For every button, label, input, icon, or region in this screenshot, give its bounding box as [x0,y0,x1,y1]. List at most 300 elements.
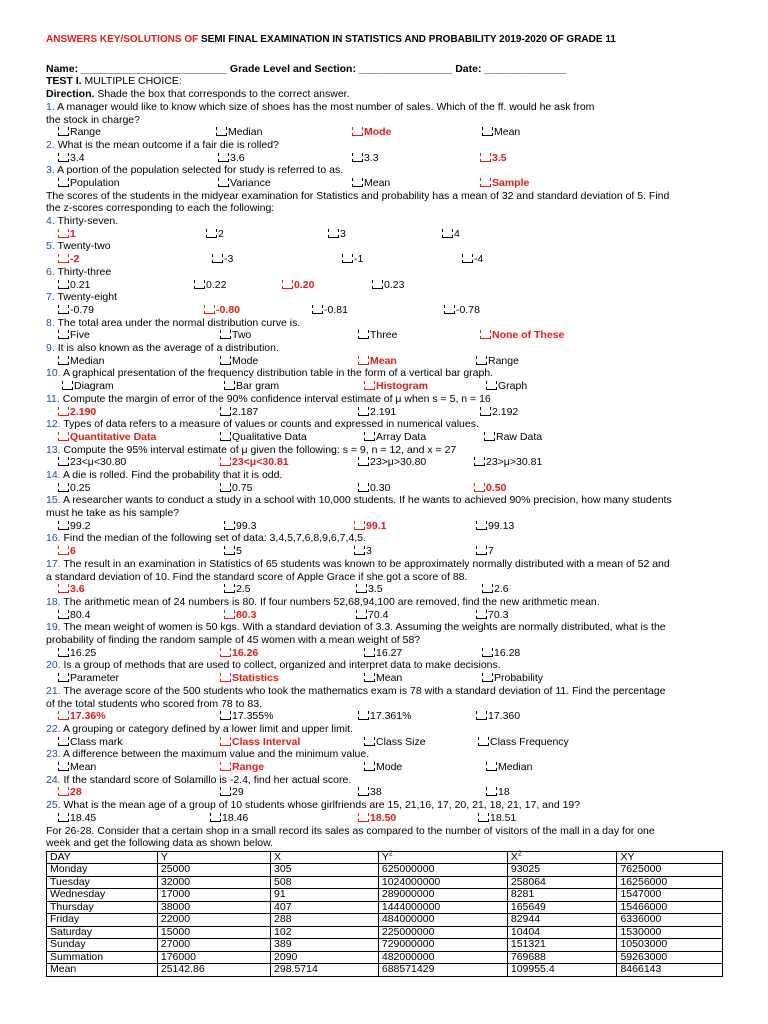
answer-checkbox-icon[interactable] [58,330,69,339]
answer-options [46,812,726,825]
option-label: Quantitative Data [70,430,157,443]
answer-option[interactable] [218,177,271,190]
exam-title [46,34,726,47]
answer-option[interactable] [372,279,404,292]
question-stem: It is also known as the average of a distribution. [57,342,279,355]
answer-checkbox-icon[interactable] [194,280,205,289]
answer-checkbox-icon[interactable] [486,787,497,796]
answer-checkbox-icon[interactable] [58,737,69,746]
table-cell: 151321 [507,939,617,952]
correct-answer-option[interactable] [58,710,106,723]
answer-option[interactable] [482,583,509,596]
answer-checkbox-icon[interactable] [364,673,375,682]
answer-option[interactable] [476,355,519,368]
answer-option[interactable] [476,609,508,622]
correct-answer-option[interactable] [354,520,386,533]
answer-option[interactable] [480,406,518,419]
answer-option[interactable] [194,279,226,292]
answer-checkbox-icon[interactable] [354,521,365,530]
answer-checkbox-icon[interactable] [312,305,323,314]
correct-answer-option[interactable] [358,355,397,368]
answer-checkbox-icon[interactable] [58,407,69,416]
answer-option[interactable] [58,152,85,165]
answer-option[interactable] [224,583,251,596]
answer-checkbox-icon[interactable] [220,711,231,720]
answer-options [46,710,726,723]
answer-checkbox-icon[interactable] [58,229,69,238]
table-cell: 176000 [157,951,270,964]
answer-checkbox-icon[interactable] [476,711,487,720]
option-label: 70.3 [488,608,509,621]
answer-option[interactable] [358,456,426,469]
option-label: Probability [494,672,544,685]
answer-checkbox-icon[interactable] [216,127,227,136]
answer-options [46,380,726,393]
answer-checkbox-icon[interactable] [462,254,473,263]
option-label: Mean [494,126,521,139]
answer-checkbox-icon[interactable] [58,178,69,187]
answer-options [46,279,726,292]
answer-option[interactable] [476,545,494,558]
answer-checkbox-icon[interactable] [352,127,363,136]
option-label: 18.45 [70,811,97,824]
answer-checkbox-icon[interactable] [476,610,487,619]
answer-checkbox-icon[interactable] [476,521,487,530]
answer-checkbox-icon[interactable] [220,356,231,365]
answer-checkbox-icon[interactable] [358,330,369,339]
table-cell: Summation [47,951,158,964]
answer-option[interactable] [210,812,248,825]
answer-option[interactable] [444,304,480,317]
question-number: 23. [46,748,63,761]
answer-option[interactable] [224,380,279,393]
answer-option[interactable] [352,177,390,190]
answer-checkbox-icon[interactable] [220,648,231,657]
answer-checkbox-icon[interactable] [58,457,69,466]
answer-option[interactable] [58,304,94,317]
answer-option[interactable] [478,812,516,825]
correct-answer-option[interactable] [224,609,256,622]
answer-option[interactable] [364,672,402,685]
answer-checkbox-icon[interactable] [364,648,375,657]
answer-option[interactable] [364,761,402,774]
direction [46,88,726,101]
answer-option[interactable] [474,456,542,469]
answer-options [46,355,726,368]
table-header-cell: X [271,851,379,864]
answer-options [46,456,726,469]
question-text [46,558,726,571]
answer-checkbox-icon[interactable] [58,673,69,682]
correct-answer-option[interactable] [282,279,314,292]
answer-checkbox-icon[interactable] [224,610,235,619]
answer-checkbox-icon[interactable] [480,330,491,339]
answer-checkbox-icon[interactable] [358,711,369,720]
answer-option[interactable] [364,736,426,749]
answer-checkbox-icon[interactable] [58,127,69,136]
question-number: 10. [46,367,63,380]
correct-answer-option[interactable] [58,228,76,241]
correct-answer-option[interactable] [220,456,289,469]
answer-checkbox-icon[interactable] [220,762,231,771]
option-label: 0.30 [370,481,391,494]
answer-checkbox-icon[interactable] [442,229,453,238]
test-heading [46,75,726,88]
answer-option[interactable] [484,431,542,444]
table-header-cell: XY [617,851,723,864]
answer-checkbox-icon[interactable] [478,737,489,746]
answer-checkbox-icon[interactable] [220,787,231,796]
answer-option[interactable] [220,431,307,444]
answer-checkbox-icon[interactable] [58,610,69,619]
answer-checkbox-icon[interactable] [220,330,231,339]
table-header-cell: Y [157,851,270,864]
answer-checkbox-icon[interactable] [356,584,367,593]
option-label: 99.13 [488,519,515,532]
option-label: 16.27 [376,646,403,659]
question-stem: The mean weight of women is 50 kgs. With a standard deviation of 3.3. Assuming the weights are normally distributed, what is the [63,621,666,634]
answer-checkbox-icon[interactable] [474,457,485,466]
answer-checkbox-icon[interactable] [210,813,221,822]
answer-option[interactable] [328,228,346,241]
answer-checkbox-icon[interactable] [204,305,215,314]
answer-checkbox-icon[interactable] [480,407,491,416]
correct-answer-option[interactable] [364,380,428,393]
test-title: MULTIPLE CHOICE: [84,75,182,88]
answer-option[interactable] [58,177,120,190]
answer-checkbox-icon[interactable] [58,711,69,720]
answer-option[interactable] [478,736,569,749]
question-text [46,367,726,380]
answer-option[interactable] [58,482,90,495]
answer-checkbox-icon[interactable] [358,457,369,466]
answer-option[interactable] [220,786,244,799]
answer-checkbox-icon[interactable] [206,229,217,238]
answer-checkbox-icon[interactable] [444,305,455,314]
table-cell: 32000 [157,876,270,889]
question-text [46,723,726,736]
option-label: Range [70,126,101,139]
table-cell: 82944 [507,914,617,927]
answer-checkbox-icon[interactable] [58,584,69,593]
answer-checkbox-icon[interactable] [220,432,231,441]
option-label: 0.22 [206,278,227,291]
answer-options [46,253,726,266]
correct-answer-option[interactable] [220,736,300,749]
option-label: Diagram [74,380,114,393]
question-number: 5. [46,240,58,253]
answer-option[interactable] [218,152,245,165]
answer-option[interactable] [216,126,262,139]
question-text [46,215,726,228]
answer-checkbox-icon[interactable] [212,254,223,263]
answer-option[interactable] [58,355,104,368]
option-label: 99.1 [366,519,387,532]
answer-option[interactable] [58,672,119,685]
answer-checkbox-icon[interactable] [482,127,493,136]
answer-checkbox-icon[interactable] [358,787,369,796]
option-label: Bar gram [236,380,280,393]
answer-checkbox-icon[interactable] [482,648,493,657]
table-header-cell: $Y^2$ [378,851,507,864]
answer-option[interactable] [58,329,90,342]
answer-checkbox-icon[interactable] [480,153,491,162]
correct-answer-option[interactable] [480,152,507,165]
answer-checkbox-icon[interactable] [358,407,369,416]
table-cell: 258064 [507,876,617,889]
option-label: 0.21 [70,278,91,291]
answer-option[interactable] [486,380,527,393]
option-label: 2.5 [236,583,251,596]
correct-answer-option[interactable] [58,431,156,444]
answer-checkbox-icon[interactable] [58,787,69,796]
answer-checkbox-icon[interactable] [482,584,493,593]
correct-answer-option[interactable] [480,329,564,342]
answer-checkbox-icon[interactable] [220,737,231,746]
answer-option[interactable] [442,228,460,241]
question-text [46,164,726,177]
option-label: 17.361% [370,710,412,723]
option-label: None of These [492,329,565,342]
answer-checkbox-icon[interactable] [358,813,369,822]
answer-checkbox-icon[interactable] [486,762,497,771]
option-label: Variance [230,177,271,189]
question-number: 8. [46,316,58,329]
answer-checkbox-icon[interactable] [358,356,369,365]
answer-checkbox-icon[interactable] [220,457,231,466]
answer-checkbox-icon[interactable] [328,229,339,238]
answer-checkbox-icon[interactable] [482,673,493,682]
answer-checkbox-icon[interactable] [354,546,365,555]
answer-option[interactable] [356,609,388,622]
question-text [46,825,726,838]
question-text [46,532,726,545]
question-stem: Compute the 95% interval estimate of μ given the following: s = 9, n = 12, and x = 27 [63,443,457,456]
question-number: 7. [46,291,58,304]
answer-checkbox-icon[interactable] [372,280,383,289]
table-cell: 1547000 [617,889,723,902]
option-label: 29 [232,786,244,799]
option-label: Median [498,761,533,774]
answer-checkbox-icon[interactable] [476,356,487,365]
answer-option[interactable] [220,710,273,723]
answer-checkbox-icon[interactable] [364,381,375,390]
option-label: Array Data [376,430,427,443]
table-row [47,864,723,877]
question-stem: The result in an examination in Statistics of 65 students was known to be approximately normally distributed with a mean of 52 and [63,557,670,570]
question-text [46,596,726,609]
answer-option[interactable] [220,329,251,342]
answer-checkbox-icon[interactable] [474,483,485,492]
answer-option[interactable] [58,520,90,533]
answer-checkbox-icon[interactable] [58,280,69,289]
option-label: 23>μ>30.81 [486,456,543,469]
answer-option[interactable] [206,228,224,241]
answer-checkbox-icon[interactable] [58,762,69,771]
option-label: Median [70,354,105,367]
table-cell: Saturday [47,926,158,939]
table-header-cell: $X^2$ [507,851,617,864]
answer-checkbox-icon[interactable] [218,153,229,162]
question-stem: A graphical presentation of the frequency distribution table in the form of a vertical bar graph. [62,367,494,380]
answer-option[interactable] [482,126,520,139]
correct-answer-option[interactable] [58,545,76,558]
answer-checkbox-icon[interactable] [480,178,491,187]
question-text-continued: week and get the following data as shown below. [46,837,274,850]
question-stem: If the standard score of Solamillo is -2.4, find her actual score. [63,773,352,786]
question-stem: For 26-28. Consider that a certain shop in a small record its sales as compared to the number of visitors of the mall in a day for one [46,824,655,837]
answer-checkbox-icon[interactable] [486,381,497,390]
answer-option[interactable] [486,786,510,799]
answer-option[interactable] [58,736,123,749]
question-stem: A difference between the maximum value and the minimum value. [62,748,370,761]
option-label: -0.79 [70,303,94,316]
answer-checkbox-icon[interactable] [476,546,487,555]
question-stem: Types of data refers to a measure of values or counts and expressed in numerical values. [63,418,479,431]
option-label: 2.187 [232,405,259,418]
answer-option[interactable] [482,672,543,685]
answer-option[interactable] [476,520,514,533]
answer-checkbox-icon[interactable] [220,483,231,492]
answer-options [46,647,726,660]
answer-checkbox-icon[interactable] [58,648,69,657]
answer-checkbox-icon[interactable] [364,762,375,771]
answer-options [46,672,726,685]
answer-option[interactable] [220,406,258,419]
option-label: Histogram [376,380,428,393]
answer-option[interactable] [220,482,252,495]
correct-answer-option[interactable] [220,761,264,774]
question-text-continued: must he take as his sample? [46,507,180,520]
answer-option[interactable] [224,545,242,558]
table-cell: 1444000000 [378,901,507,914]
answer-checkbox-icon[interactable] [358,483,369,492]
answer-option[interactable] [358,482,390,495]
answer-checkbox-icon[interactable] [282,280,293,289]
answer-option[interactable] [364,647,402,660]
answer-checkbox-icon[interactable] [62,381,73,390]
answer-checkbox-icon[interactable] [58,483,69,492]
table-cell: 625000000 [378,864,507,877]
table-cell: 289000000 [378,889,507,902]
answer-option[interactable] [58,812,96,825]
answer-option[interactable] [224,520,256,533]
answer-checkbox-icon[interactable] [356,610,367,619]
answer-option[interactable] [358,786,382,799]
answer-option[interactable] [58,609,90,622]
answer-option[interactable] [58,279,90,292]
correct-answer-option[interactable] [58,406,96,419]
answer-option[interactable] [364,431,426,444]
answer-option[interactable] [356,583,383,596]
answer-option[interactable] [358,406,396,419]
correct-answer-option[interactable] [58,583,85,596]
answer-checkbox-icon[interactable] [220,673,231,682]
student-info-line: Name: _________________________ Grade Level and Section: ________________ Date: ______________ [46,62,567,75]
answer-option[interactable] [58,126,101,139]
correct-answer-option[interactable] [352,126,391,139]
answer-checkbox-icon[interactable] [58,153,69,162]
answer-checkbox-icon[interactable] [58,813,69,822]
table-cell: 27000 [157,939,270,952]
answer-option[interactable] [358,329,397,342]
answer-checkbox-icon[interactable] [58,305,69,314]
option-label: 2.191 [370,405,397,418]
answer-option[interactable] [312,304,348,317]
answer-option[interactable] [486,761,532,774]
answer-checkbox-icon[interactable] [58,356,69,365]
answer-option[interactable] [58,456,126,469]
answer-checkbox-icon[interactable] [342,254,353,263]
table-cell: 25000 [157,864,270,877]
correct-answer-option[interactable] [58,786,82,799]
answer-option[interactable] [58,761,96,774]
answer-checkbox-icon[interactable] [478,813,489,822]
answer-checkbox-icon[interactable] [224,381,235,390]
correct-answer-option[interactable] [220,672,279,685]
option-label: 2 [218,227,224,240]
answer-checkbox-icon[interactable] [224,584,235,593]
table-cell: Tuesday [47,876,158,889]
answer-option[interactable] [476,710,520,723]
table-cell: 288 [271,914,379,927]
answer-checkbox-icon[interactable] [364,432,375,441]
option-label: 17.36% [70,710,106,723]
correct-answer-option[interactable] [474,482,506,495]
table-cell: 15466000 [617,901,723,914]
question-number: 1. [46,100,58,113]
correct-answer-option[interactable] [480,177,529,190]
option-label: 70.4 [368,608,389,621]
option-label: Median [228,126,263,139]
correct-answer-option[interactable] [204,304,240,317]
answer-checkbox-icon[interactable] [364,737,375,746]
option-label: Statistics [232,672,279,685]
answer-checkbox-icon[interactable] [58,546,69,555]
answer-checkbox-icon[interactable] [352,153,363,162]
answer-option[interactable] [482,647,520,660]
correct-answer-option[interactable] [220,647,258,660]
answer-option[interactable] [462,253,483,266]
answer-checkbox-icon[interactable] [218,178,229,187]
answer-checkbox-icon[interactable] [224,546,235,555]
answer-checkbox-icon[interactable] [352,178,363,187]
answer-checkbox-icon[interactable] [58,254,69,263]
answer-option[interactable] [212,253,233,266]
answer-option[interactable] [342,253,363,266]
answer-checkbox-icon[interactable] [220,407,231,416]
question-text-continued: the stock in charge? [46,113,140,126]
question-number: 3. [46,164,58,177]
answer-option[interactable] [354,545,372,558]
answer-option[interactable] [220,355,258,368]
table-cell: 482000000 [378,951,507,964]
answer-option[interactable] [358,710,411,723]
table-row [47,876,723,889]
answer-checkbox-icon[interactable] [224,521,235,530]
option-label: 80.4 [70,608,91,621]
option-label: 38 [370,786,382,799]
answer-checkbox-icon[interactable] [58,432,69,441]
answer-checkbox-icon[interactable] [484,432,495,441]
answer-checkbox-icon[interactable] [58,521,69,530]
answer-option[interactable] [58,647,96,660]
answer-option[interactable] [352,152,379,165]
correct-answer-option[interactable] [358,812,396,825]
correct-answer-option[interactable] [58,253,79,266]
title-red-part: ANSWERS KEY/SOLUTIONS OF [46,34,199,45]
answer-option[interactable] [62,380,114,393]
